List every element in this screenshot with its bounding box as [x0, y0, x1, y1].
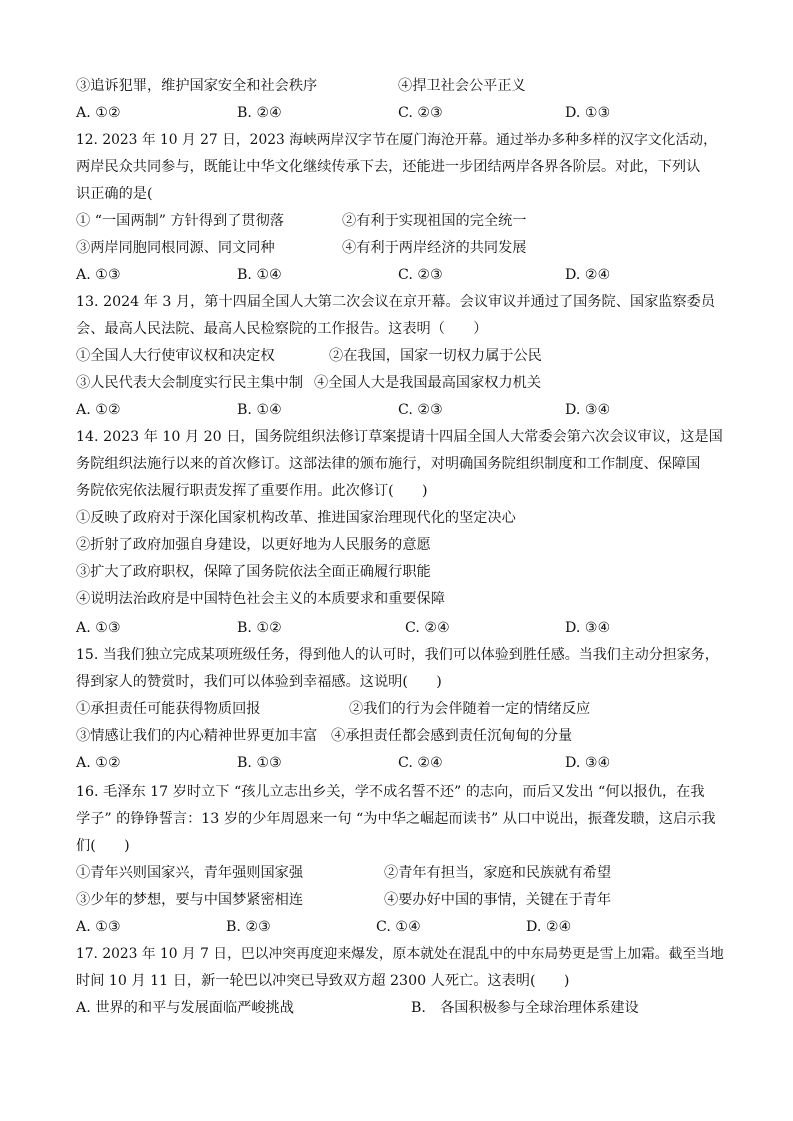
q14-option-a: A. ①③ — [76, 620, 121, 636]
q13-item-3: ③人民代表大会制度实行民主集中制 — [76, 375, 304, 391]
q12-stem-line-2: 两岸民众共同参与，既能让中华文化继续传承下去，还能进一步团结两岸各界各阶层。对此，下列认 — [76, 159, 701, 175]
q16-option-d: D. ②④ — [526, 919, 572, 935]
q15-option-d: D. ③④ — [565, 755, 611, 771]
q13-stem-line-2: 会、最高人民法院、最高人民检察院的工作报告。这表明（ ） — [76, 321, 488, 337]
q12-option-b: B. ①④ — [237, 267, 282, 283]
q16-stem-line-1: 16. 毛泽东 17 岁时立下 “孩儿立志出乡关，学不成名誓不还” 的志向，而后又发出 “何以报仇，在我 — [76, 784, 705, 800]
q14-option-d: D. ③④ — [565, 620, 611, 636]
q15-option-b: B. ①③ — [237, 755, 282, 771]
q16-option-c: C. ①④ — [376, 919, 421, 935]
q12-item-3: ③两岸同胞同根同源、同文同种 — [76, 240, 275, 256]
q11-option-b: B. ②④ — [237, 105, 282, 121]
q12-item-4: ④有利于两岸经济的共同发展 — [342, 240, 527, 256]
q12-stem-line-1: 12. 2023 年 10 月 27 日，2023 海峡两岸汉字节在厦门海沧开幕。通过举办多种多样的汉字文化活动， — [76, 132, 717, 148]
q12-option-d: D. ②④ — [565, 267, 611, 283]
q15-item-2: ②我们的行为会伴随着一定的情绪反应 — [349, 701, 591, 717]
q16-option-b: B. ②③ — [226, 919, 271, 935]
q13-option-d: D. ③④ — [565, 402, 611, 418]
q14-item-3: ③扩大了政府职权，保障了国务院依法全面正确履行职能 — [76, 564, 431, 580]
q15-item-1: ①承担责任可能获得物质回报 — [76, 701, 261, 717]
q16-stem-line-3: 们( ) — [76, 838, 130, 854]
q11-option-a: A. ①② — [76, 105, 121, 121]
q15-option-a: A. ①② — [76, 755, 121, 771]
q14-item-4: ④说明法治政府是中国特色社会主义的本质要求和重要保障 — [76, 591, 445, 607]
q15-stem-line-1: 15. 当我们独立完成某项班级任务，得到他人的认可时，我们可以体验到胜任感。当我们主动分担家务， — [76, 647, 719, 663]
q15-option-c: C. ②④ — [398, 755, 443, 771]
q16-item-1: ①青年兴则国家兴，青年强则国家强 — [76, 865, 304, 881]
q16-item-2: ②青年有担当，家庭和民族就有希望 — [384, 865, 612, 881]
q17-stem-line-1: 17. 2023 年 10 月 7 日，巴以冲突再度迎来爆发，原本就处在混乱中的中东局势更是雪上加霜。截至当地 — [76, 946, 724, 962]
q13-option-c: C. ②③ — [398, 402, 443, 418]
q13-item-4: ④全国人大是我国最高国家权力机关 — [314, 375, 542, 391]
q14-stem-line-3: 务院依宪依法履行职责发挥了重要作用。此次修订( ) — [76, 483, 428, 499]
q17-option-a: A. 世界的和平与发展面临严峻挑战 — [76, 1000, 294, 1016]
q13-option-a: A. ①② — [76, 402, 121, 418]
q15-item-4: ④承担责任都会感到责任沉甸甸的分量 — [331, 728, 573, 744]
q17-option-b: B. 各国积极参与全球治理体系建设 — [411, 1000, 639, 1016]
q14-stem-line-2: 务院组织法施行以来的首次修订。这部法律的颁布施行，对明确国务院组织制度和工作制度、保障国 — [76, 456, 701, 472]
q16-option-a: A. ①③ — [76, 919, 121, 935]
q11-item-3: ③追诉犯罪，维护国家安全和社会秩序 — [76, 78, 318, 94]
q11-option-d: D. ①③ — [565, 105, 611, 121]
q14-option-b: B. ①② — [237, 620, 282, 636]
q13-item-2: ②在我国，国家一切权力属于公民 — [329, 348, 542, 364]
q12-option-c: C. ②③ — [398, 267, 443, 283]
q15-item-3: ③情感让我们的内心精神世界更加丰富 — [76, 728, 318, 744]
q14-item-2: ②折射了政府加强自身建设，以更好地为人民服务的意愿 — [76, 537, 431, 553]
q13-item-1: ①全国人大行使审议权和决定权 — [76, 348, 275, 364]
q16-item-3: ③少年的梦想，要与中国梦紧密相连 — [76, 892, 304, 908]
q14-item-1: ①反映了政府对于深化国家机构改革、推进国家治理现代化的坚定决心 — [76, 510, 516, 526]
q15-stem-line-2: 得到家人的赞赏时，我们可以体验到幸福感。这说明( ) — [76, 674, 442, 690]
q12-item-1: ① “一国两制” 方针得到了贯彻落 — [76, 213, 284, 229]
q16-stem-line-2: 学子” 的铮铮誓言：13 岁的少年周恩来一句 “为中华之崛起而读书” 从口中说出，振聋发聩，这启示我 — [76, 811, 716, 827]
q11-option-c: C. ②③ — [398, 105, 443, 121]
q12-option-a: A. ①③ — [76, 267, 121, 283]
q17-stem-line-2: 时间 10 月 11 日，新一轮巴以冲突已导致双方超 2300 人死亡。这表明( ) — [76, 973, 570, 989]
q13-option-b: B. ①④ — [237, 402, 282, 418]
q11-item-4: ④捍卫社会公平正义 — [398, 78, 526, 94]
q13-stem-line-1: 13. 2024 年 3 月，第十四届全国人大第二次会议在京开幕。会议审议并通过了国务院、国家监察委员 — [76, 294, 716, 310]
q12-item-2: ②有利于实现祖国的完全统一 — [342, 213, 527, 229]
q12-stem-line-3: 识正确的是( — [76, 186, 153, 202]
q14-option-c: C. ②④ — [405, 620, 450, 636]
q16-item-4: ④要办好中国的事情，关键在于青年 — [384, 892, 612, 908]
q14-stem-line-1: 14. 2023 年 10 月 20 日，国务院组织法修订草案提请十四届全国人大常委会第六次会议审议，这是国 — [76, 429, 723, 445]
